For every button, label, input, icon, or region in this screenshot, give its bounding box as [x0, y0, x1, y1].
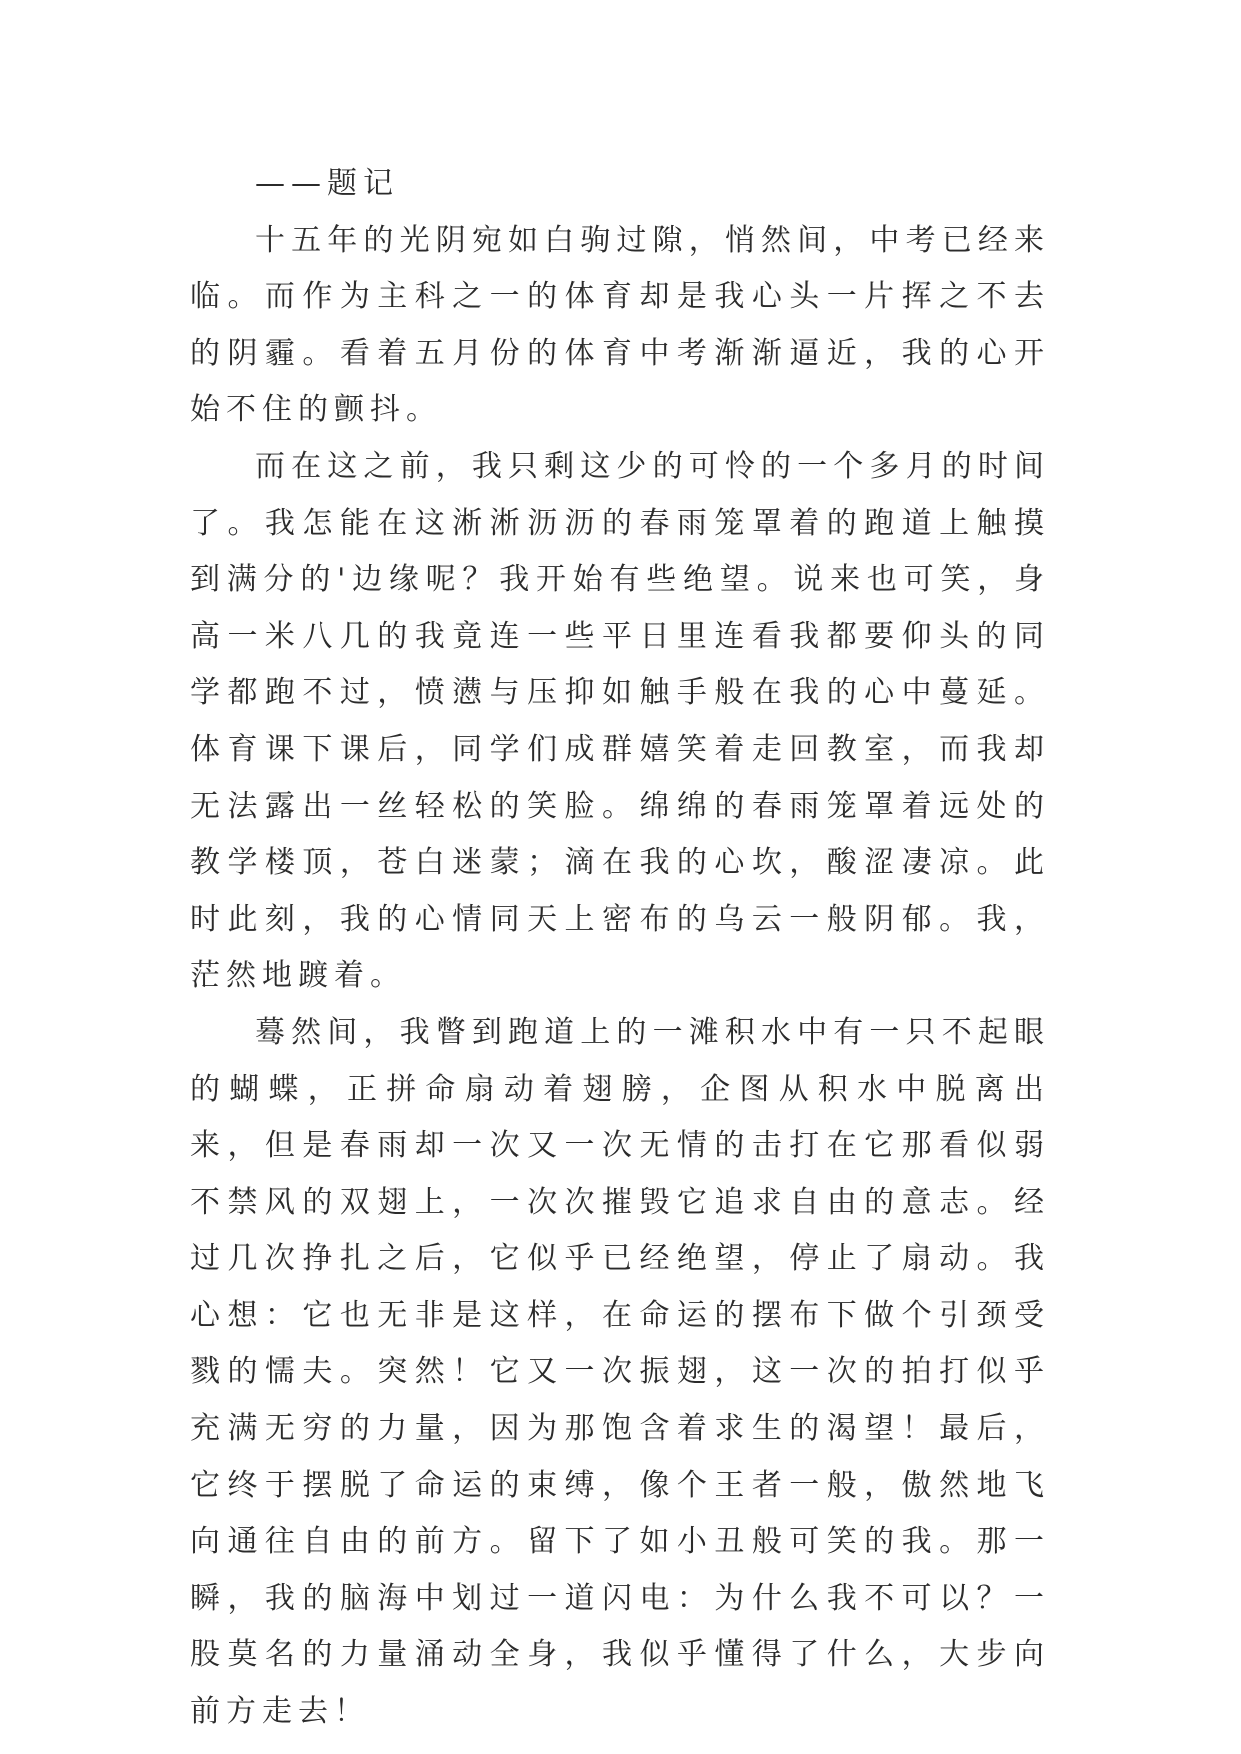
epigraph: ——题记	[255, 166, 399, 201]
paragraph-2: 而在这之前，我只剩这少的可怜的一个多月的时间了。我怎能在这淅淅沥沥的春雨笼罩着的跑道上触摸到满分的'边缘呢？我开始有些绝望。说来也可笑，身高一米八几的我竟连一些平日里连看我都要仰头的同学都跑不过，愤懑与压抑如触手般在我的心中蔓延。体育课下课后，同学们成群嬉笑着走回教室，而我却无法露出一丝轻松的笑脸。绵绵的春雨笼罩着远处的教学楼顶，苍白迷蒙；滴在我的心坎，酸涩凄凉。此时此刻，我的心情同天上密布的乌云一般阴郁。我，茫然地踱着。	[190, 448, 1050, 994]
paragraph-3: 蓦然间，我瞥到跑道上的一滩积水中有一只不起眼的蝴蝶，正拼命扇动着翅膀，企图从积水中脱离出来，但是春雨却一次又一次无情的击打在它那看似弱不禁风的双翅上，一次次摧毁它追求自由的意志。经过几次挣扎之后，它似乎已经绝望，停止了扇动。我心想：它也无非是这样，在命运的摆布下做个引颈受戮的懦夫。突然！它又一次振翅，这一次的拍打似乎充满无穷的力量，因为那饱含着求生的渴望！最后，它终于摆脱了命运的束缚，像个王者一般，傲然地飞向通往自由的前方。留下了如小丑般可笑的我。那一瞬，我的脑海中划过一道闪电：为什么我不可以？一股莫名的力量涌动全身，我似乎懂得了什么，大步向前方走去！	[190, 1014, 1050, 1730]
paragraph-1: 十五年的光阴宛如白驹过隙，悄然间，中考已经来临。而作为主科之一的体育却是我心头一片挥之不去的阴霾。看着五月份的体育中考渐渐逼近，我的心开始不住的颤抖。	[190, 222, 1050, 428]
essay-body	[190, 156, 1050, 1741]
